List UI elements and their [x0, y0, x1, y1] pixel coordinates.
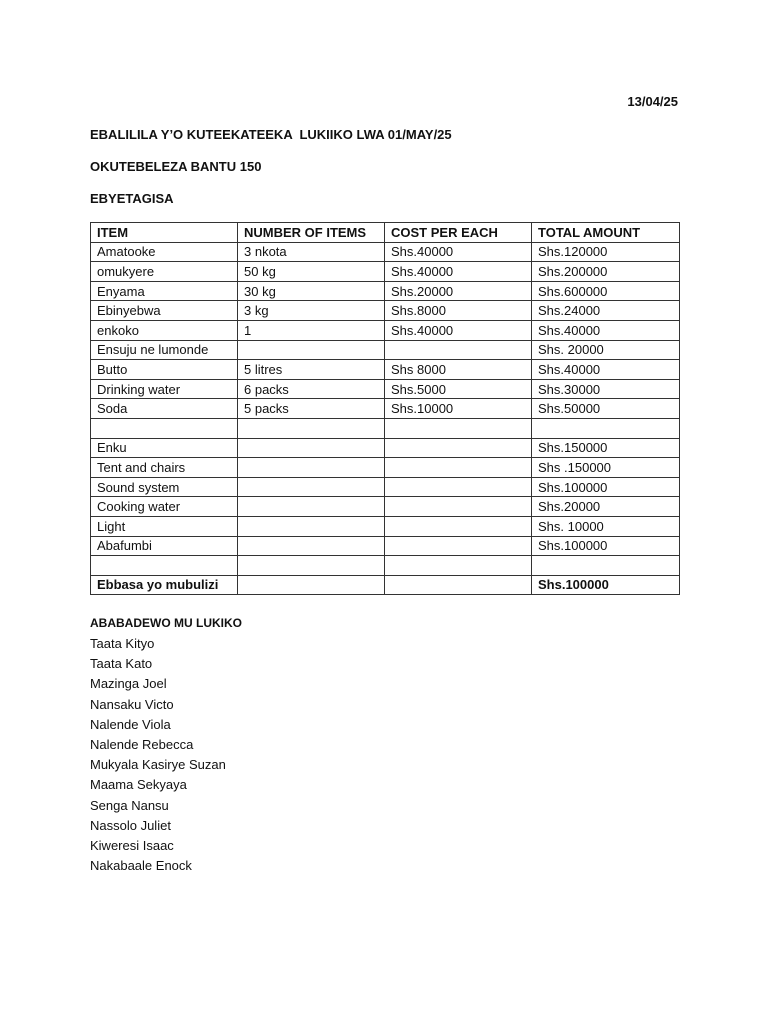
table-cell: [385, 340, 532, 360]
column-header: TOTAL AMOUNT: [532, 223, 680, 243]
table-cell: Shs.40000: [532, 320, 680, 340]
members-list: [90, 634, 226, 876]
member-name: Mazinga Joel: [90, 676, 167, 692]
table-cell: 6 packs: [238, 379, 385, 399]
member-name: Maama Sekyaya: [90, 777, 187, 793]
member-name: Nassolo Juliet: [90, 817, 171, 833]
table-cell: Shs. 10000: [532, 516, 680, 536]
table-cell: Shs.10000: [385, 399, 532, 419]
table-cell: Shs.100000: [532, 575, 680, 595]
table-cell: [238, 536, 385, 556]
table-cell: Shs.50000: [532, 399, 680, 419]
table-cell: Shs.150000: [532, 438, 680, 458]
table-cell: [238, 477, 385, 497]
table-cell: [238, 575, 385, 595]
table-cell: [238, 418, 385, 438]
table-cell: [385, 556, 532, 576]
table-cell: Amatooke: [91, 242, 238, 262]
table-cell: Shs.20000: [532, 497, 680, 517]
table-cell: [91, 418, 238, 438]
member-name: Mukyala Kasirye Suzan: [90, 757, 226, 773]
table-cell: [385, 477, 532, 497]
table-row: [91, 556, 680, 576]
member-name: Senga Nansu: [90, 797, 169, 813]
member-name: Nansaku Victo: [90, 696, 174, 712]
column-header: ITEM: [91, 223, 238, 243]
table-cell: [238, 497, 385, 517]
table-cell: Enyama: [91, 281, 238, 301]
table-row: [91, 360, 680, 380]
table-cell: 5 packs: [238, 399, 385, 419]
table-cell: [385, 497, 532, 517]
member-name: Nalende Rebecca: [90, 736, 194, 752]
table-row: [91, 477, 680, 497]
table-cell: 3 nkota: [238, 242, 385, 262]
table-cell: 5 litres: [238, 360, 385, 380]
members-title: ABABADEWO MU LUKIKO: [90, 616, 242, 630]
table-row: [91, 262, 680, 282]
table-row: [91, 497, 680, 517]
table-cell: Shs.8000: [385, 301, 532, 321]
table-cell: Cooking water: [91, 497, 238, 517]
table-cell: omukyere: [91, 262, 238, 282]
table-total-row: [91, 575, 680, 595]
member-name: Taata Kityo: [90, 636, 155, 651]
table-cell: Shs.20000: [385, 281, 532, 301]
table-cell: [385, 575, 532, 595]
table-cell: Shs 8000: [385, 360, 532, 380]
document-date: 13/04/25: [627, 94, 678, 109]
table-cell: Tent and chairs: [91, 458, 238, 478]
table-cell: Sound system: [91, 477, 238, 497]
table-cell: Shs.600000: [532, 281, 680, 301]
table-row: [91, 438, 680, 458]
document-subtitle: OKUTEBELEZA BANTU 150: [90, 159, 262, 174]
column-header: COST PER EACH: [385, 223, 532, 243]
column-header: NUMBER OF ITEMS: [238, 223, 385, 243]
table-row: [91, 516, 680, 536]
table-row: [91, 536, 680, 556]
table-cell: [385, 418, 532, 438]
table-cell: [238, 340, 385, 360]
table-cell: Shs.100000: [532, 536, 680, 556]
table-cell: Shs.200000: [532, 262, 680, 282]
table-cell: [532, 418, 680, 438]
table-cell: Soda: [91, 399, 238, 419]
member-name: Nakabaale Enock: [90, 858, 192, 874]
table-cell: Enku: [91, 438, 238, 458]
table-cell: 3 kg: [238, 301, 385, 321]
table-cell: Light: [91, 516, 238, 536]
budget-table: [90, 222, 680, 595]
table-cell: Abafumbi: [91, 536, 238, 556]
table-cell: Ebinyebwa: [91, 301, 238, 321]
table-cell: Butto: [91, 360, 238, 380]
table-cell: Shs.40000: [532, 360, 680, 380]
table-body: [91, 242, 680, 595]
table-cell: [385, 438, 532, 458]
member-name: Nalende Viola: [90, 716, 171, 732]
table-row: [91, 379, 680, 399]
table-cell: Shs.24000: [532, 301, 680, 321]
table-header-row: [91, 223, 680, 243]
table-row: [91, 320, 680, 340]
table-cell: [238, 438, 385, 458]
table-row: [91, 301, 680, 321]
table-cell: Shs.40000: [385, 262, 532, 282]
table-cell: [532, 556, 680, 576]
table-cell: Shs.100000: [532, 477, 680, 497]
table-row: [91, 242, 680, 262]
document-title: EBALILILA Y’O KUTEEKATEEKA LUKIIKO LWA 01/MAY/25: [90, 127, 452, 142]
table-cell: Ebbasa yo mubulizi: [91, 575, 238, 595]
table-cell: [385, 458, 532, 478]
table-cell: enkoko: [91, 320, 238, 340]
table-row: [91, 418, 680, 438]
section-label: EBYETAGISA: [90, 191, 174, 206]
table-cell: [385, 516, 532, 536]
table-cell: Ensuju ne lumonde: [91, 340, 238, 360]
table-cell: Drinking water: [91, 379, 238, 399]
table-row: [91, 340, 680, 360]
table-cell: [91, 556, 238, 576]
table-cell: Shs. 20000: [532, 340, 680, 360]
table-cell: [238, 516, 385, 536]
table-row: [91, 458, 680, 478]
table-cell: Shs .150000: [532, 458, 680, 478]
table-cell: Shs.40000: [385, 320, 532, 340]
table-cell: 50 kg: [238, 262, 385, 282]
table-cell: [238, 556, 385, 576]
table-cell: 1: [238, 320, 385, 340]
table-cell: [385, 536, 532, 556]
member-name: Taata Kato: [90, 656, 153, 672]
member-name: Kiweresi Isaac: [90, 837, 174, 853]
table-cell: [238, 458, 385, 478]
table-cell: Shs.5000: [385, 379, 532, 399]
table-cell: Shs.120000: [532, 242, 680, 262]
table-row: [91, 399, 680, 419]
table-cell: Shs.40000: [385, 242, 532, 262]
table-row: [91, 281, 680, 301]
table-cell: 30 kg: [238, 281, 385, 301]
table-cell: Shs.30000: [532, 379, 680, 399]
